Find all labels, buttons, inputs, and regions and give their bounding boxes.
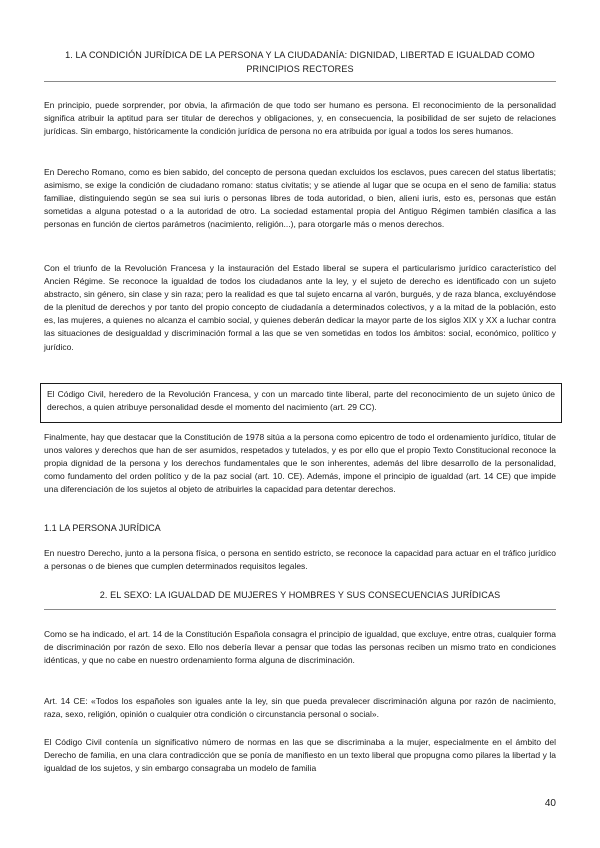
paragraph-constitucion-1978: Finalmente, hay que destacar que la Constitución de 1978 sitúa a la persona como epicentro de todo el ordenamiento jurídico, titular de unos valores y derechos que han de ser asumidos, respetados y tutelados, y es por ello que el propio Texto Constitucional reconoce la propia dignidad de la persona y los derechos fundamentales que le son inherentes, además del libre desarrollo de la personalidad, como fundamento del orden político y de la paz social (art. 10. CE). Además, impone el principio de igualdad (art. 14 CE) que impide una diferenciación de los sujetos al objeto de atribuirles la capacidad para detentar derechos. [44,432,556,495]
subsection-1-1-title: 1.1 LA PERSONA JURÍDICA [44,523,161,533]
paragraph-art-14: Como se ha indicado, el art. 14 de la Constitución Española consagra el principio de igualdad, que excluye, entre otras, cualquier forma de discriminación por razón de sexo. Ello nos debería llevar a pensar que todas las personas reciben un mismo trato en condiciones idénticas, y que no cabe en nuestro ordenamiento forma alguna de discriminación. [44,629,556,666]
section-2-divider [44,609,556,610]
section-2-title: 2. EL SEXO: LA IGUALDAD DE MUJERES Y HOMBRES Y SUS CONSECUENCIAS JURÍDICAS [99,590,501,600]
paragraph-persona-intro: En principio, puede sorprender, por obvia, la afirmación de que todo ser humano es persona. El reconocimiento de la personalidad significa atribuir la aptitud para ser titular de derechos y obligaciones, y, en consecuencia, la posibilidad de ser sujeto de relaciones jurídicas. Sin embargo, históricamente la condición jurídica de persona no era atribuida por igual a todos los seres humanos. [44,100,556,137]
paragraph-revolucion-francesa: Con el triunfo de la Revolución Francesa y la instauración del Estado liberal se supera el particularismo jurídico característico del Ancien Régime. Se reconoce la igualdad de todos los ciudadanos ante la ley, y el sujeto de derecho es identificado con un sujeto abstracto, sin género, sin clase y sin raza; pero la realidad es que tal sujeto encarna al varón, burgués, y de raza blanca, excluyéndose de la plenitud de derechos y por tanto del propio concepto de ciudadanía a determinados colectivos, y a la mitad de la población, esto es, las mujeres, a quienes no alcanza el cambio social, y quienes deberán dedicar la mayor parte de los siglos XIX y XX a luchar contra las situaciones de desigualdad y discriminación formal a las que se ven sometidas en todos los ámbitos: social, económico, político y jurídico. [44,263,556,352]
paragraph-persona-juridica: En nuestro Derecho, junto a la persona física, o persona en sentido estricto, se reconoce la capacidad para actuar en el tráfico jurídico a personas o de bienes que cumplen determinados requisitos legales. [44,548,556,572]
paragraph-derecho-romano: En Derecho Romano, como es bien sabido, del concepto de persona quedan excluidos los esclavos, pues carecen del status libertatis; asimismo, se exige la condición de ciudadano romano: status civitatis; y se atiende al lugar que se ocupa en el seno de familia: status familiae, distinguiendo según se sea sui iuris o personas libres de toda autoridad, o bien, alieni iuris, esto es, personas que están sometidas a alguna potestad o a la autoridad de otro. La sociedad estamental propia del Antiguo Régimen también clasifica a las personas en función de ciertos parámetros (nacimiento, religión...), para otorgarle más o menos derechos. [44,167,556,230]
paragraph-codigo-civil-mujer: El Código Civil contenía un significativo número de normas en las que se discriminaba a la mujer, especialmente en el ámbito del Derecho de familia, en una clara contradicción que se ponía de manifiesto en un texto liberal que propugna como pilares la libertad y la igualdad de los sujetos, y sin embargo consagraba un modelo de familia [44,737,556,774]
page-number: 40 [544,798,556,809]
boxed-note-codigo-civil: El Código Civil, heredero de la Revolución Francesa, y con un marcado tinte liberal, parte del reconocimiento de un sujeto único de derechos, a quien atribuye personalidad desde el momento del nacimiento (art. 29 CC). [40,383,562,423]
title-divider [44,81,556,82]
section-1-title: 1. LA CONDICIÓN JURÍDICA DE LA PERSONA Y LA CIUDADANÍA: DIGNIDAD, LIBERTAD E IGUALDAD COMO PRINCIPIOS RECTORES [65,50,535,74]
paragraph-art-14-quote: Art. 14 CE: «Todos los españoles son iguales ante la ley, sin que pueda prevalecer discriminación alguna por razón de nacimiento, raza, sexo, religión, opinión o cualquier otra condición o circunstancia personal o social». [44,696,556,720]
